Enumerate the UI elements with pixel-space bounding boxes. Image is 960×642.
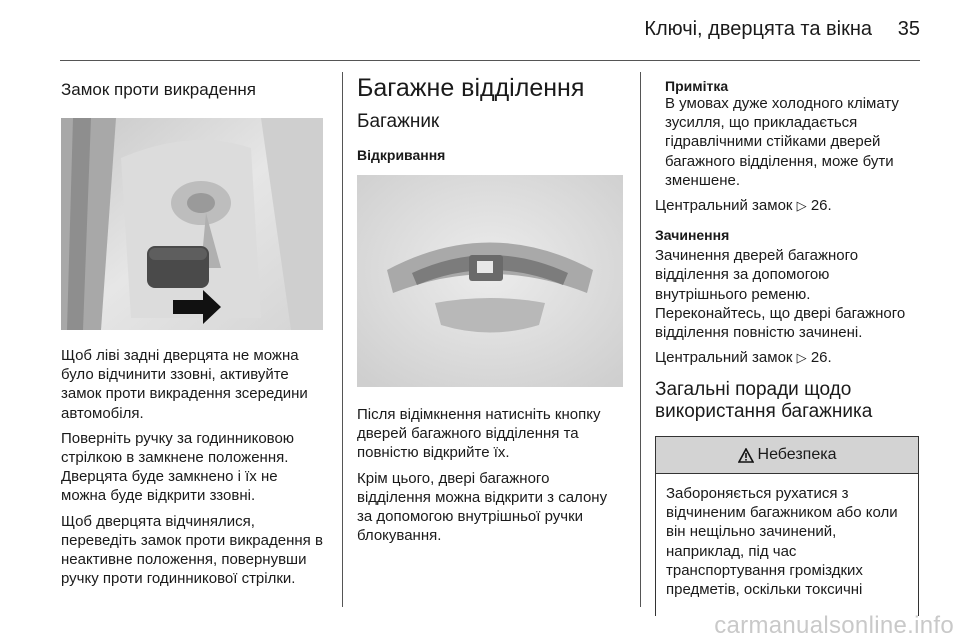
paragraph: Поверніть ручку за годинниковою стрілкою в замкнене положення. Дверцята буде замкнено і їх не можна буде відкрити ззовні. (61, 429, 295, 505)
danger-text: Забороняється рухатися з відчиненим багажником або коли він нещільно зачинений, наприклад, під час транспортування громіздких предметів, оскільки токсичні (666, 485, 898, 599)
column-divider (342, 72, 343, 607)
xref-label: Центральний замок (655, 197, 793, 215)
paragraph: Зачинення дверей багажного відділення за допомогою внутрішнього ременю. Переконайтесь, що двері багажного відділення повністю зачинені. (655, 247, 906, 342)
danger-header (656, 437, 918, 474)
danger-box (655, 436, 919, 616)
danger-body (656, 474, 918, 599)
trunk-handle-figure (357, 175, 623, 387)
triangle-right-icon: ▷ (796, 198, 807, 214)
cross-reference (655, 348, 920, 367)
note-text: В умовах дуже холодного клімату зусилля, що прикладається гідравлічними стійками дверей багажного відділення, може бути зменшене. (665, 95, 899, 189)
section-heading-closing: Зачинення (655, 227, 730, 244)
paragraph: Щоб ліві задні дверцята не можна було відчинити ззовні, активуйте замок проти викрадення зсередини автомобіля. (61, 347, 308, 422)
xref-label: Центральний замок (655, 349, 793, 367)
triangle-right-icon: ▷ (796, 350, 807, 366)
paragraph: Після відімкнення натисніть кнопку дверей багажного відділення та повністю відкрийте їх. (357, 406, 601, 462)
section-heading-advice: Загальні поради щодо використання багажника (655, 379, 873, 423)
xref-page: 26. (810, 349, 832, 367)
section-heading-anti-theft: Замок проти викрадення (61, 80, 257, 99)
column-notes (655, 78, 920, 433)
warning-triangle-icon (738, 448, 754, 463)
subsection-title: Багажник (357, 111, 440, 132)
xref-page: 26. (810, 197, 832, 215)
page-number: 35 (897, 18, 920, 40)
cross-reference (655, 196, 920, 215)
page-section-title: Багажне відділення (357, 74, 585, 102)
header-rule (60, 60, 920, 61)
header-title: Ключі, дверцята та вікна (644, 18, 872, 40)
column-anti-theft (61, 72, 326, 594)
note-block (655, 78, 920, 190)
section-heading-opening: Відкривання (357, 147, 446, 163)
column-divider (640, 72, 641, 607)
note-title: Примітка (665, 78, 729, 94)
anti-theft-lock-figure (61, 118, 323, 330)
column-trunk (357, 72, 625, 551)
danger-title: Небезпека (757, 446, 837, 463)
paragraph: Крім цього, двері багажного відділення можна відкрити з салону за допомогою внутрішньої ручки блокування. (357, 469, 608, 545)
paragraph: Щоб дверцята відчинялися, переведіть замок проти викрадення в неактивне положення, повернувши ручку проти годинникової стрілки. (61, 512, 323, 588)
watermark: carmanualsonline.info (714, 612, 954, 639)
